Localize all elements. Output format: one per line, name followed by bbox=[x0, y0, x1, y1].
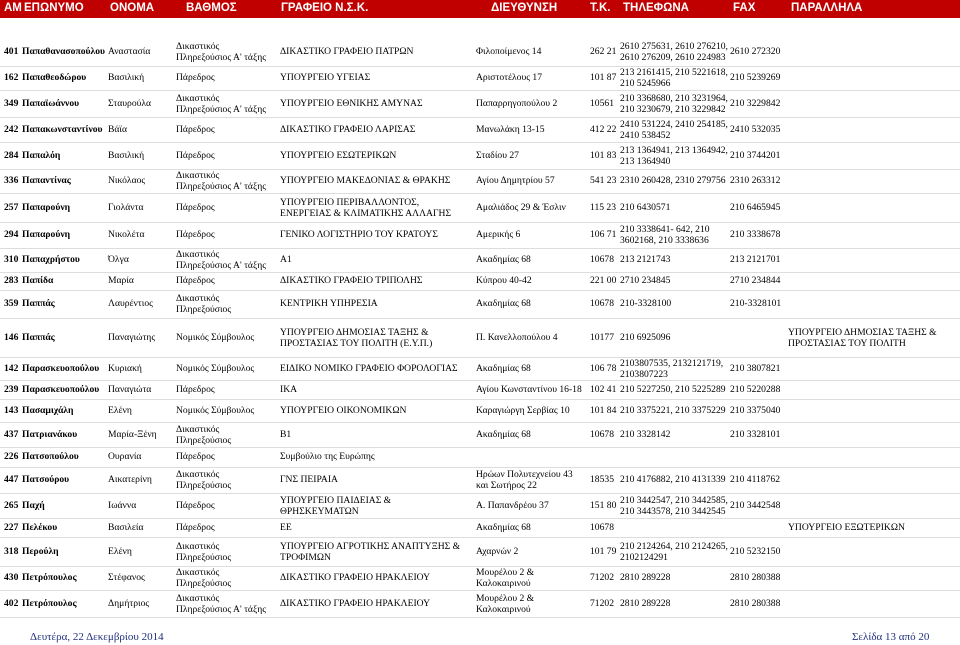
row-phones: 210 3328142 bbox=[620, 429, 671, 440]
row-tk: 412 22 bbox=[590, 124, 617, 135]
row-fax: 2310 263312 bbox=[730, 175, 781, 186]
row-address: Α. Παπανδρέου 37 bbox=[476, 500, 549, 511]
row-address: Φιλοποίμενος 14 bbox=[476, 46, 542, 57]
row-address: Ακαδημίας 68 bbox=[476, 363, 531, 374]
row-rank: Δικαστικός Πληρεξούσιος Α' τάξης bbox=[176, 249, 267, 271]
row-name: Ελένη bbox=[108, 405, 132, 416]
row-tk: 151 80 bbox=[590, 500, 617, 511]
row-surname: Παχή bbox=[22, 500, 45, 511]
row-rank: Πάρεδρος bbox=[176, 500, 215, 511]
row-phones: 2810 289228 bbox=[620, 572, 671, 583]
row-am: 226 bbox=[4, 451, 19, 462]
table-row bbox=[0, 399, 960, 423]
row-surname: Πατριανάκου bbox=[22, 429, 78, 440]
row-phones: 2310 260428, 2310 279756 bbox=[620, 175, 726, 186]
row-am: 265 bbox=[4, 500, 19, 511]
row-surname: Παππάς bbox=[22, 332, 55, 343]
row-fax: 210 5239269 bbox=[730, 72, 781, 83]
row-fax: 210 3229842 bbox=[730, 98, 781, 109]
row-phones: 210 3375221, 210 3375229 bbox=[620, 405, 726, 416]
row-rank: Δικαστικός Πληρεξούσιος Α' τάξης bbox=[176, 593, 267, 615]
row-name: Νικόλαος bbox=[108, 175, 146, 186]
row-tk: 10678 bbox=[590, 429, 614, 440]
row-name: Αναστασία bbox=[108, 46, 151, 57]
row-am: 284 bbox=[4, 150, 19, 161]
row-office: Α1 bbox=[280, 254, 292, 265]
row-tk: 101 87 bbox=[590, 72, 617, 83]
table-row bbox=[0, 248, 960, 273]
row-name: Βασιλική bbox=[108, 150, 145, 161]
row-surname: Παπαρούνη bbox=[22, 229, 71, 240]
row-name: Σταυρούλα bbox=[108, 98, 152, 109]
row-phones: 210 3338641- 642, 210 3602168, 210 3338636 bbox=[620, 224, 710, 246]
row-address: Καραγιώργη Σερβίας 10 bbox=[476, 405, 570, 416]
row-surname: Παπαρούνη bbox=[22, 202, 71, 213]
row-am: 359 bbox=[4, 298, 19, 309]
header-tk: Τ.Κ. bbox=[590, 2, 611, 14]
row-tk: 10561 bbox=[590, 98, 614, 109]
header-fax: FAX bbox=[733, 2, 756, 14]
row-phones: 2710 234845 bbox=[620, 275, 671, 286]
row-tk: 262 21 bbox=[590, 46, 617, 57]
row-fax: 210-3328101 bbox=[730, 298, 782, 309]
row-surname: Πασαμιχάλη bbox=[22, 405, 74, 416]
row-address: Π. Κανελλοπούλου 4 bbox=[476, 332, 558, 343]
row-office: ΥΠΟΥΡΓΕΙΟ ΑΓΡΟΤΙΚΗΣ ΑΝΑΠΤΥΞΗΣ & ΤΡΟΦΙΜΩΝ bbox=[280, 541, 461, 563]
row-address: Ακαδημίας 68 bbox=[476, 298, 531, 309]
header-parallila: ΠΑΡΑΛΛΗΛΑ bbox=[791, 2, 863, 14]
header-rank: ΒΑΘΜΟΣ bbox=[186, 2, 237, 14]
table-row bbox=[0, 169, 960, 194]
table-row bbox=[0, 590, 960, 618]
row-rank: Πάρεδρος bbox=[176, 72, 215, 83]
row-fax: 2710 234844 bbox=[730, 275, 781, 286]
row-surname: Πετρόπουλος bbox=[22, 572, 77, 583]
row-tk: 71202 bbox=[590, 572, 614, 583]
row-fax: 213 2121701 bbox=[730, 254, 781, 265]
row-office: ΥΠΟΥΡΓΕΙΟ ΥΓΕΙΑΣ bbox=[280, 72, 371, 83]
row-surname: Παπαντίνας bbox=[22, 175, 71, 186]
table-row bbox=[0, 380, 960, 400]
row-office: ΥΠΟΥΡΓΕΙΟ ΕΣΩΤΕΡΙΚΩΝ bbox=[280, 150, 397, 161]
row-office: ΥΠΟΥΡΓΕΙΟ ΠΕΡΙΒΑΛΛΟΝΤΟΣ, ΕΝΕΡΓΕΙΑΣ & ΚΛΙΜΑΤΙΚΗΣ ΑΛΛΑΓΗΣ bbox=[280, 197, 452, 219]
row-address: Παπαρρηγοπούλου 2 bbox=[476, 98, 558, 109]
row-rank: Πάρεδρος bbox=[176, 451, 215, 462]
row-rank: Δικαστικός Πληρεξούσιος Α' τάξης bbox=[176, 93, 267, 115]
row-address: Κύπρου 40-42 bbox=[476, 275, 532, 286]
row-rank: Πάρεδρος bbox=[176, 124, 215, 135]
row-tk: 106 78 bbox=[590, 363, 617, 374]
row-phones: 213 2121743 bbox=[620, 254, 671, 265]
row-tk: 101 83 bbox=[590, 150, 617, 161]
row-am: 349 bbox=[4, 98, 19, 109]
row-name: Παναγιώτα bbox=[108, 384, 152, 395]
row-rank: Δικαστικός Πληρεξούσιος Α' τάξης bbox=[176, 170, 267, 192]
table-row bbox=[0, 518, 960, 538]
row-name: Νικολέτα bbox=[108, 229, 145, 240]
row-rank: Πάρεδρος bbox=[176, 275, 215, 286]
row-am: 162 bbox=[4, 72, 19, 83]
row-fax: 210 5232150 bbox=[730, 546, 781, 557]
table-row bbox=[0, 537, 960, 567]
row-office: ΔΙΚΑΣΤΙΚΟ ΓΡΑΦΕΙΟ ΗΡΑΚΛΕΙΟΥ bbox=[280, 572, 431, 583]
row-office: ΚΕΝΤΡΙΚΗ ΥΠΗΡΕΣΙΑ bbox=[280, 298, 378, 309]
row-address: Αγίου Δημητρίου 57 bbox=[476, 175, 555, 186]
row-fax: 210 3375040 bbox=[730, 405, 781, 416]
table-row bbox=[0, 493, 960, 519]
row-address: Αμερικής 6 bbox=[476, 229, 521, 240]
row-surname: Περούλη bbox=[22, 546, 59, 557]
row-phones: 2610 275631, 2610 276210, 2610 276209, 2610 224983 bbox=[620, 41, 728, 63]
row-name: Παναγιώτης bbox=[108, 332, 156, 343]
row-surname: Παππάς bbox=[22, 298, 55, 309]
row-address: Μανωλάκη 13-15 bbox=[476, 124, 545, 135]
row-am: 239 bbox=[4, 384, 19, 395]
table-row bbox=[0, 318, 960, 358]
row-fax: 210 6465945 bbox=[730, 202, 781, 213]
footer-date: Δευτέρα, 22 Δεκεμβρίου 2014 bbox=[30, 631, 164, 643]
row-am: 401 bbox=[4, 46, 19, 57]
row-am: 242 bbox=[4, 124, 19, 135]
row-name: Ελένη bbox=[108, 546, 132, 557]
row-office: ΓΝΣ ΠΕΙΡΑΙΑ bbox=[280, 474, 338, 485]
row-address: Ακαδημίας 68 bbox=[476, 254, 531, 265]
row-am: 142 bbox=[4, 363, 19, 374]
row-office: ΕΙΔΙΚΟ ΝΟΜΙΚΟ ΓΡΑΦΕΙΟ ΦΟΡΟΛΟΓΙΑΣ bbox=[280, 363, 458, 374]
row-phones: 2810 289228 bbox=[620, 598, 671, 609]
row-surname: Παπαϊωάννου bbox=[22, 98, 80, 109]
header-phones: ΤΗΛΕΦΩΝΑ bbox=[623, 2, 689, 14]
row-phones: 210-3328100 bbox=[620, 298, 672, 309]
row-address: Ηρώων Πολυτεχνείου 43 και Σωτήρος 22 bbox=[476, 469, 573, 491]
row-tk: 18535 bbox=[590, 474, 614, 485]
row-address: Αμαλιάδος 29 & Έσλιν bbox=[476, 202, 566, 213]
row-address: Αχαρνών 2 bbox=[476, 546, 519, 557]
row-name: Ιωάννα bbox=[108, 500, 137, 511]
row-am: 227 bbox=[4, 522, 19, 533]
table-row bbox=[0, 357, 960, 381]
row-address: Σταδίου 27 bbox=[476, 150, 519, 161]
row-phones: 210 4176882, 210 4131339 bbox=[620, 474, 726, 485]
row-name: Όλγα bbox=[108, 254, 129, 265]
row-name: Λαυρέντιος bbox=[108, 298, 153, 309]
row-address: Ακαδημίας 68 bbox=[476, 429, 531, 440]
row-office: ΔΙΚΑΣΤΙΚΟ ΓΡΑΦΕΙΟ ΗΡΑΚΛΕΙΟΥ bbox=[280, 598, 431, 609]
row-surname: Πατσοπούλου bbox=[22, 451, 79, 462]
table-row bbox=[0, 447, 960, 468]
table-row bbox=[0, 467, 960, 494]
table-row bbox=[0, 422, 960, 448]
row-fax: 2410 532035 bbox=[730, 124, 781, 135]
row-tk: 10177 bbox=[590, 332, 614, 343]
row-surname: Παρασκευοπούλου bbox=[22, 384, 100, 395]
row-rank: Πάρεδρος bbox=[176, 202, 215, 213]
row-rank: Δικαστικός Πληρεξούσιος bbox=[176, 424, 232, 446]
table-header bbox=[0, 0, 960, 18]
row-rank: Δικαστικός Πληρεξούσιος bbox=[176, 469, 232, 491]
table-row bbox=[0, 290, 960, 319]
row-am: 143 bbox=[4, 405, 19, 416]
row-tk: 541 23 bbox=[590, 175, 617, 186]
row-phones: 210 3442547, 210 3442585, 210 3443578, 210 3442545 bbox=[620, 495, 728, 517]
row-name: Κυριακή bbox=[108, 363, 142, 374]
row-am: 437 bbox=[4, 429, 19, 440]
row-am: 310 bbox=[4, 254, 19, 265]
table-row bbox=[0, 66, 960, 91]
table-row bbox=[0, 117, 960, 143]
row-name: Στέφανος bbox=[108, 572, 145, 583]
footer-page: Σελίδα 13 από 20 bbox=[852, 631, 930, 643]
row-surname: Παπίδα bbox=[22, 275, 54, 286]
row-rank: Πάρεδρος bbox=[176, 229, 215, 240]
row-fax: 210 3807821 bbox=[730, 363, 781, 374]
row-office: ΔΙΚΑΣΤΙΚΟ ΓΡΑΦΕΙΟ ΠΑΤΡΩΝ bbox=[280, 46, 414, 57]
row-name: Μαρία bbox=[108, 275, 134, 286]
row-rank: Πάρεδρος bbox=[176, 384, 215, 395]
table-row bbox=[0, 90, 960, 118]
row-phones: 210 2124264, 210 2124265, 2102124291 bbox=[620, 541, 728, 563]
row-address: Αγίου Κωνσταντίνου 16-18 bbox=[476, 384, 582, 395]
row-am: 447 bbox=[4, 474, 19, 485]
row-surname: Παπακωνσταντίνου bbox=[22, 124, 103, 135]
row-surname: Παπαχρήστου bbox=[22, 254, 80, 265]
row-surname: Παπαθεοδώρου bbox=[22, 72, 87, 83]
row-tk: 10678 bbox=[590, 522, 614, 533]
row-tk: 221 00 bbox=[590, 275, 617, 286]
row-rank: Πάρεδρος bbox=[176, 522, 215, 533]
row-tk: 101 84 bbox=[590, 405, 617, 416]
row-address: Ακαδημίας 68 bbox=[476, 522, 531, 533]
row-am: 257 bbox=[4, 202, 19, 213]
row-office: ΔΙΚΑΣΤΙΚΟ ΓΡΑΦΕΙΟ ΛΑΡΙΣΑΣ bbox=[280, 124, 416, 135]
row-name: Μαρία-Ξένη bbox=[108, 429, 157, 440]
row-fax: 2810 280388 bbox=[730, 572, 781, 583]
row-tk: 10678 bbox=[590, 298, 614, 309]
table-row bbox=[0, 38, 960, 67]
row-name: Αικατερίνη bbox=[108, 474, 152, 485]
row-rank: Δικαστικός Πληρεξούσιος bbox=[176, 567, 232, 589]
table-row bbox=[0, 193, 960, 223]
row-fax: 2610 272320 bbox=[730, 46, 781, 57]
row-office: ΥΠΟΥΡΓΕΙΟ ΔΗΜΟΣΙΑΣ ΤΑΞΗΣ & ΠΡΟΣΤΑΣΙΑΣ ΤΟΥ ΠΟΛΙΤΗ (Ε.Υ.Π.) bbox=[280, 327, 433, 349]
row-office: Β1 bbox=[280, 429, 292, 440]
row-rank: Νομικός Σύμβουλος bbox=[176, 405, 255, 416]
row-phones: 213 2161415, 210 5221618, 210 5245966 bbox=[620, 67, 728, 89]
row-am: 336 bbox=[4, 175, 19, 186]
row-office: ΥΠΟΥΡΓΕΙΟ ΠΑΙΔΕΙΑΣ & ΘΡΗΣΚΕΥΜΑΤΩΝ bbox=[280, 495, 392, 517]
row-address: Αριστοτέλους 17 bbox=[476, 72, 542, 83]
row-rank: Δικαστικός Πληρεξούσιος bbox=[176, 293, 232, 315]
row-rank: Νομικός Σύμβουλος bbox=[176, 363, 255, 374]
row-name: Ουρανία bbox=[108, 451, 142, 462]
table-row bbox=[0, 142, 960, 170]
table-row bbox=[0, 272, 960, 291]
header-office: ΓΡΑΦΕΙΟ Ν.Σ.Κ. bbox=[281, 2, 369, 14]
row-office: ΓΕΝΙΚΟ ΛΟΓΙΣΤΗΡΙΟ ΤΟΥ ΚΡΑΤΟΥΣ bbox=[280, 229, 438, 240]
row-fax: 210 3744201 bbox=[730, 150, 781, 161]
row-fax: 210 4118762 bbox=[730, 474, 781, 485]
row-am: 283 bbox=[4, 275, 19, 286]
row-tk: 115 23 bbox=[590, 202, 617, 213]
row-fax: 2810 280388 bbox=[730, 598, 781, 609]
row-surname: Πελέκου bbox=[22, 522, 58, 533]
row-name: Γιολάντα bbox=[108, 202, 144, 213]
row-tk: 101 79 bbox=[590, 546, 617, 557]
row-tk: 102 41 bbox=[590, 384, 617, 395]
row-name: Βάϊα bbox=[108, 124, 128, 135]
row-phones: 210 6430571 bbox=[620, 202, 671, 213]
header-am: ΑΜ bbox=[4, 2, 22, 14]
row-rank: Νομικός Σύμβουλος bbox=[176, 332, 255, 343]
row-tk: 71202 bbox=[590, 598, 614, 609]
row-surname: Πετρόπουλος bbox=[22, 598, 77, 609]
table-row bbox=[0, 566, 960, 591]
row-surname: Παπαλόη bbox=[22, 150, 61, 161]
row-fax: 210 5220288 bbox=[730, 384, 781, 395]
row-fax: 210 3338678 bbox=[730, 229, 781, 240]
row-rank: Δικαστικός Πληρεξούσιος bbox=[176, 541, 232, 563]
row-surname: Παπαθανασοπούλου bbox=[22, 46, 105, 57]
row-am: 402 bbox=[4, 598, 19, 609]
row-address: Μουρέλου 2 & Καλοκαιρινού bbox=[476, 593, 535, 615]
row-fax: 210 3328101 bbox=[730, 429, 781, 440]
row-phones: 210 6925096 bbox=[620, 332, 671, 343]
row-phones: 210 3368680, 210 3231964, 210 3230679, 210 3229842 bbox=[620, 93, 728, 115]
row-tk: 10678 bbox=[590, 254, 614, 265]
row-tk: 106 71 bbox=[590, 229, 617, 240]
row-office: ΥΠΟΥΡΓΕΙΟ ΟΙΚΟΝΟΜΙΚΩΝ bbox=[280, 405, 407, 416]
row-office: ΥΠΟΥΡΓΕΙΟ ΜΑΚΕΔΟΝΙΑΣ & ΘΡΑΚΗΣ bbox=[280, 175, 451, 186]
header-address: ΔΙΕΥΘΥΝΣΗ bbox=[491, 2, 558, 14]
row-office: ΕΕ bbox=[280, 522, 292, 533]
row-office: ΔΙΚΑΣΤΙΚΟ ΓΡΑΦΕΙΟ ΤΡΙΠΟΛΗΣ bbox=[280, 275, 423, 286]
row-name: Βασιλεία bbox=[108, 522, 144, 533]
row-phones: 210 5227250, 210 5225289 bbox=[620, 384, 726, 395]
row-office: Συμβούλιο της Ευρώπης bbox=[280, 451, 375, 462]
row-name: Δημήτριος bbox=[108, 598, 150, 609]
row-rank: Δικαστικός Πληρεξούσιος Α' τάξης bbox=[176, 41, 267, 63]
row-fax: 210 3442548 bbox=[730, 500, 781, 511]
header-name: ΟΝΟΜΑ bbox=[110, 2, 155, 14]
row-surname: Πατσούρου bbox=[22, 474, 70, 485]
row-phones: 2410 531224, 2410 254185, 2410 538452 bbox=[620, 119, 728, 141]
row-office: ΙΚΑ bbox=[280, 384, 298, 395]
row-parallila: ΥΠΟΥΡΓΕΙΟ ΕΞΩΤΕΡΙΚΩΝ bbox=[788, 522, 905, 533]
row-surname: Παρασκευοπούλου bbox=[22, 363, 100, 374]
row-name: Βασιλική bbox=[108, 72, 145, 83]
row-am: 146 bbox=[4, 332, 19, 343]
row-office: ΥΠΟΥΡΓΕΙΟ ΕΘΝΙΚΗΣ ΑΜΥΝΑΣ bbox=[280, 98, 423, 109]
row-phones: 2103807535, 2132121719, 2103807223 bbox=[620, 358, 724, 380]
row-am: 430 bbox=[4, 572, 19, 583]
row-address: Μουρέλου 2 & Καλοκαιρινού bbox=[476, 567, 535, 589]
row-rank: Πάρεδρος bbox=[176, 150, 215, 161]
row-am: 294 bbox=[4, 229, 19, 240]
row-phones: 213 1364941, 213 1364942, 213 1364940 bbox=[620, 145, 728, 167]
header-surname: ΕΠΩΝΥΜΟ bbox=[24, 2, 84, 14]
row-am: 318 bbox=[4, 546, 19, 557]
row-parallila: ΥΠΟΥΡΓΕΙΟ ΔΗΜΟΣΙΑΣ ΤΑΞΗΣ & ΠΡΟΣΤΑΣΙΑΣ ΤΟΥ ΠΟΛΙΤΗ bbox=[788, 327, 937, 349]
table-row bbox=[0, 222, 960, 249]
